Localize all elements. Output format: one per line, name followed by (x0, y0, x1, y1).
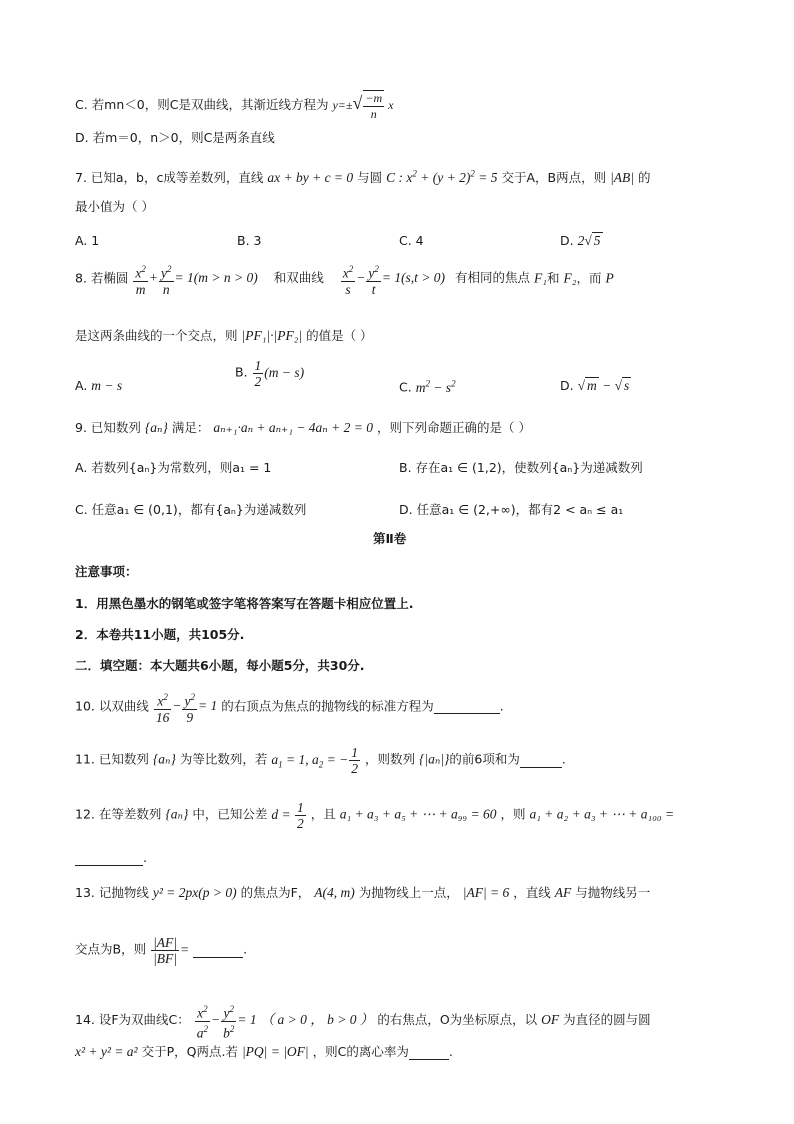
odd-sum: a₁ + a₃ + a₅ + ⋯ + a₉₉ = 60 (339, 806, 497, 822)
q9-option-b[interactable]: B. 存在a₁ ∈ (1,2)，使数列{aₙ}为递减数列 (399, 460, 643, 475)
notice-item-1: 1．用黑色墨水的钢笔或签字笔将答案写在答题卡相应位置上. (75, 596, 414, 611)
line-equation: ax + by + c = 0 (267, 170, 354, 185)
ellipse-equation: $\frac{x^2}{m}$ + $\frac{y^2}{n}$ = 1(m > n > 0) (135, 264, 258, 297)
q9-option-c[interactable]: C. 任意a₁ ∈ (0,1)，都有{aₙ}为递减数列 (75, 502, 307, 517)
q12-answer-blank[interactable] (75, 850, 143, 866)
q14-answer-blank[interactable] (409, 1044, 449, 1060)
q11-condition: $a_1 = 1$, $a_2$ = − $\frac{1}{2}$ (271, 745, 358, 776)
recurrence: aₙ₊₁·aₙ + aₙ₊₁ − 4aₙ + 2 = 0 (213, 420, 373, 435)
question-9: 9. 已知数列 {aₙ} 满足： aₙ₊₁·aₙ + aₙ₊₁ − 4aₙ + 2 = 0 ，则下列命题正确的是（ ） (75, 420, 531, 435)
circle-a2: x² + y² = a² (75, 1044, 138, 1059)
q8-option-c[interactable]: C. $m^2 - s^2$ (399, 378, 456, 395)
asymptote-equation: y=±√ $\frac{-m}{n}$ x (332, 91, 394, 121)
q10-answer-blank[interactable] (434, 698, 500, 714)
question-12: 12. 在等差数列 {aₙ} 中，已知公差 d = $\frac{1}{2}$ ，且 a₁ + a₃ + a₅ + ⋯ + a₉₉ = 60 ，则 a₁ + a₂ + a₃ + ⋯ + a₁₀₀ = (75, 800, 675, 831)
question-8-line2: 是这两条曲线的一个交点，则 |PF₁|·|PF₂| 的值是（ ） (75, 328, 373, 343)
question-7-line2: 最小值为（ ） (75, 199, 154, 214)
pq-equals-of: |PQ| = |OF| (241, 1044, 309, 1059)
ab-length: |AB| (610, 170, 635, 185)
q10-hyperbola: $\frac{x^2}{16}$ − $\frac{y^2}{9}$ = 1 (155, 692, 218, 725)
q8-option-d[interactable]: D. √ m − √ s (560, 378, 630, 393)
q7-option-c[interactable]: C. 4 (399, 233, 424, 248)
q13-answer-blank[interactable] (193, 942, 243, 958)
notice-heading: 注意事项： (75, 564, 138, 579)
q8-option-a[interactable]: A. m − s (75, 378, 123, 393)
q14-hyperbola: $\frac{x^2}{a^2}$ − $\frac{y^2}{b^2}$ = 1 (196, 1004, 257, 1040)
question-12-line2: . (75, 850, 147, 866)
q7-option-b[interactable]: B. 3 (237, 233, 262, 248)
focus-f2: F₂ (563, 270, 577, 286)
fill-blank-heading: 二．填空题：本大题共6小题，每小题5分，共30分. (75, 658, 365, 673)
q11-answer-blank[interactable] (520, 752, 562, 768)
af-length: |AF| = 6 (462, 885, 510, 900)
ratio-af-bf: $\frac{|AF|}{|BF|}$ = (153, 935, 190, 966)
total-sum: a₁ + a₂ + a₃ + ⋯ + a₁₀₀ = (529, 806, 675, 822)
sequence-an: {aₙ} (144, 420, 168, 435)
question-10: 10. 以双曲线 $\frac{x^2}{16}$ − $\frac{y^2}{9}$ = 1 的右顶点为焦点的抛物线的标准方程为 . (75, 692, 504, 725)
section-title: 第Ⅱ卷 (373, 531, 407, 546)
focal-product: |PF₁|·|PF₂| (241, 328, 303, 343)
q14-conditions: （ a > 0 ， b > 0 ） (260, 1012, 374, 1028)
option-d-prev: D. 若m＝0，n＞0，则C是两条直线 (75, 130, 275, 145)
question-14: 14. 设F为双曲线C： $\frac{x^2}{a^2}$ − $\frac{y^2}{b^2}$ = 1 （ a > 0 ， b > 0 ） 的右焦点，O为坐标原点，以 OF 为直径的圆与圆 (75, 1004, 651, 1040)
question-13: 13. 记抛物线 y² = 2px(p > 0) 的焦点为F， A(4, m) 为抛物线上一点， |AF| = 6 ，直线 AF 与抛物线另一 (75, 885, 651, 900)
circle-equation: C : $x^2 + (y + 2)^2 = 5$ (386, 168, 498, 185)
parabola-equation: y² = 2px(p > 0) (152, 885, 237, 900)
notice-item-2: 2．本卷共11小题，共105分. (75, 627, 245, 642)
question-14-line2: x² + y² = a² 交于P，Q两点.若 |PQ| = |OF| ，则C的离心率为 . (75, 1044, 453, 1059)
focus-f1: F₁ (534, 270, 547, 286)
question-13-line2: 交点为B，则 $\frac{|AF|}{|BF|}$ = . (75, 935, 248, 966)
q8-option-b[interactable]: B. $\frac{1}{2}$ (m − s) (235, 358, 305, 389)
question-8: 8. 若椭圆 $\frac{x^2}{m}$ + $\frac{y^2}{n}$ = 1(m > n > 0) 和双曲线 $\frac{x^2}{s}$ − $\frac{y^2}{t}$ = 1(s,t > 0) 有相同的焦点 F₁和 F₂，而 P (75, 264, 614, 297)
q7-option-a[interactable]: A. 1 (75, 233, 100, 248)
option-c-prev: C. 若mn＜0，则C是双曲线，其渐近线方程为 y=±√ $\frac{-m}{n}$ x (75, 91, 394, 121)
q9-option-d[interactable]: D. 任意a₁ ∈ (2,+∞)，都有2 < aₙ ≤ a₁ (399, 502, 624, 517)
question-11: 11. 已知数列 {aₙ} 为等比数列，若 $a_1 = 1$, $a_2$ = − $\frac{1}{2}$ ，则数列 {|aₙ|}的前6项和为 . (75, 745, 566, 776)
question-7: 7. 已知a，b，c成等差数列，直线 ax + by + c = 0 与圆 C : $x^2 + (y + 2)^2 = 5$ 交于A，B两点，则 |AB| 的 (75, 168, 651, 185)
q9-option-a[interactable]: A. 若数列{aₙ}为常数列，则a₁ = 1 (75, 460, 272, 475)
q7-option-d[interactable]: D. 2√ 5 (560, 233, 601, 248)
hyperbola-equation: $\frac{x^2}{s}$ − $\frac{y^2}{t}$ = 1(s,t > 0) (342, 264, 446, 297)
common-difference: d = $\frac{1}{2}$ (271, 800, 304, 831)
point-a: A(4, m) (314, 885, 355, 900)
